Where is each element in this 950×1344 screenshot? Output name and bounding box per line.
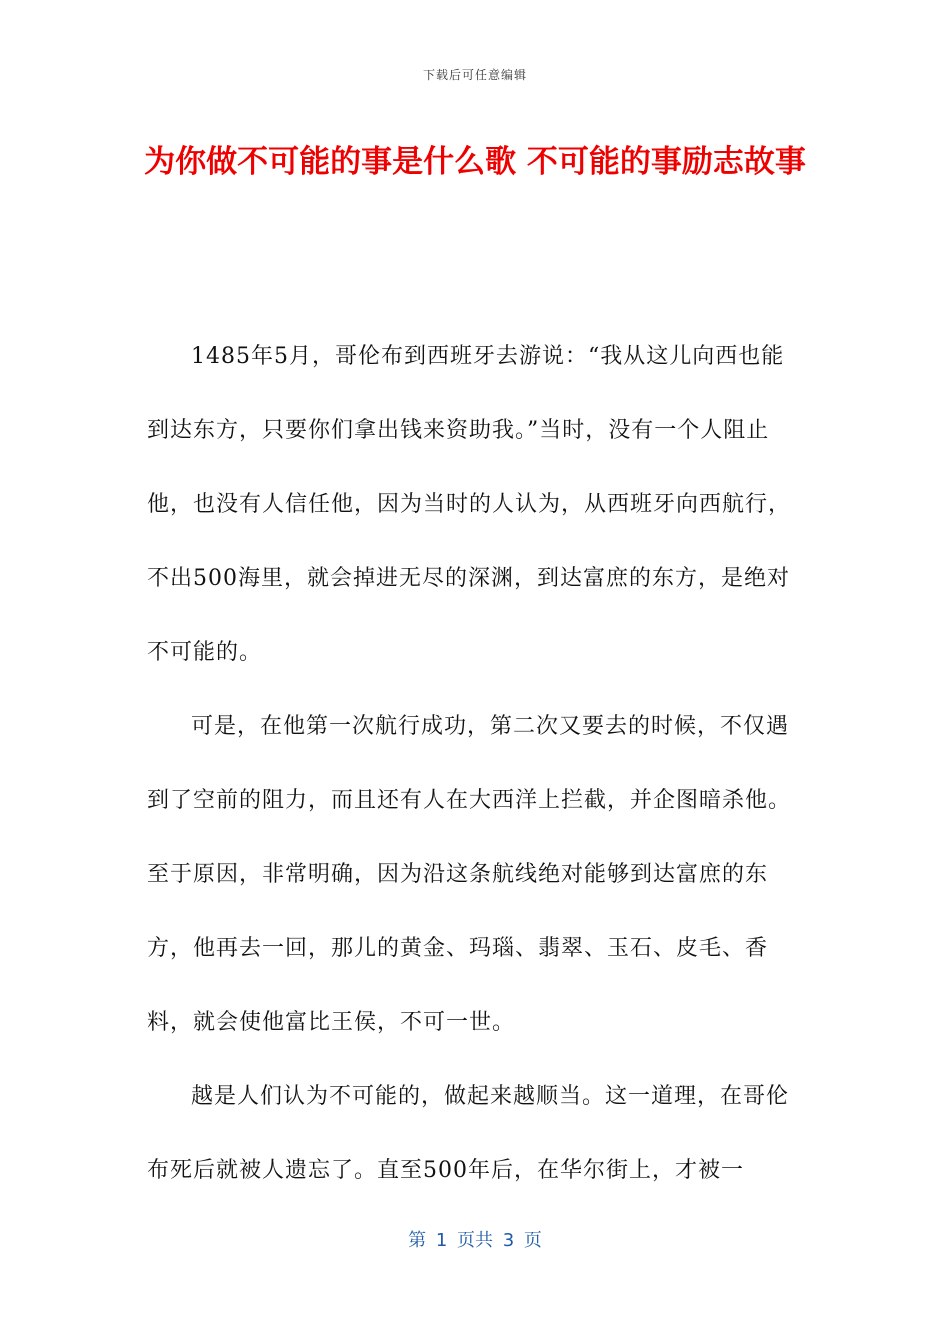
page-label-mid: 页共: [457, 1230, 493, 1251]
current-page-number: 1: [435, 1230, 448, 1251]
page-footer: [0, 1226, 950, 1252]
paragraph-1: 1485年5月，哥伦布到西班牙去游说：“我从这儿向西也能到达东方，只要你们拿出钱来资助我。”当时，没有一个人阻止他，也没有人信任他，因为当时的人认为，从西班牙向西航行，不出500海里，就会掉进无尽的深渊，到达富庶的东方，是绝对不可能的。: [147, 344, 792, 665]
page-label-suffix: 页: [523, 1230, 542, 1251]
header-note: 下载后可任意编辑: [422, 68, 527, 82]
document-body: [147, 320, 807, 1208]
paragraph-3: 越是人们认为不可能的，做起来越顺当。这一道理，在哥伦布死后就被人遗忘了。直至500年后，在华尔街上，才被一: [147, 1084, 790, 1183]
total-pages-number: 3: [502, 1230, 515, 1251]
document-title: 为你做不可能的事是什么歌 不可能的事励志故事: [144, 144, 806, 180]
paragraph-2: 可是，在他第一次航行成功，第二次又要去的时候，不仅遇到了空前的阻力，而且还有人在大西洋上拦截，并企图暗杀他。至于原因，非常明确，因为沿这条航线绝对能够到达富庶的东方，他再去一回，那儿的黄金、玛瑙、翡翠、玉石、皮毛、香料，就会使他富比王侯，不可一世。: [147, 714, 792, 1035]
page-label-prefix: 第: [408, 1230, 427, 1251]
